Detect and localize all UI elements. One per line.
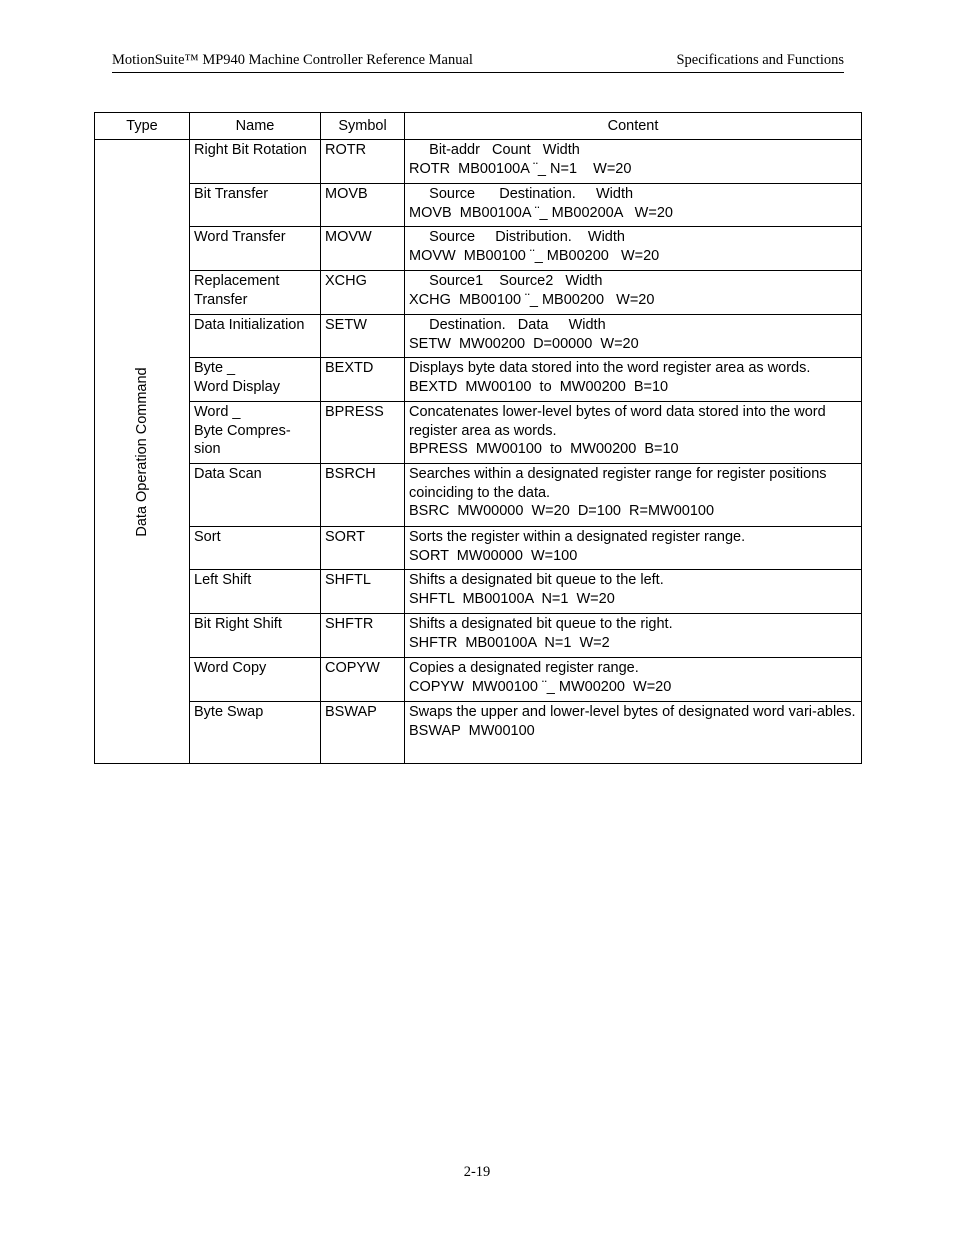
content-cell xyxy=(405,227,862,271)
table-row xyxy=(95,527,862,570)
content-description: Searches within a designated register range for register positions coinciding to the data. xyxy=(409,466,827,501)
type-cell xyxy=(95,140,190,764)
name-cell: Byte _ Word Display xyxy=(190,358,321,402)
table-row xyxy=(95,702,862,764)
content-cell xyxy=(405,358,862,402)
content-description: Source Distribution. Width xyxy=(409,229,625,245)
symbol-cell: MOVB xyxy=(321,184,405,227)
column-header-type: Type xyxy=(95,113,190,140)
name-cell: Left Shift xyxy=(190,570,321,614)
name-cell: Right Bit Rotation xyxy=(190,140,321,184)
content-cell xyxy=(405,464,862,527)
symbol-cell: SHFTR xyxy=(321,614,405,658)
content-description: Source Destination. Width xyxy=(409,186,634,202)
symbol-cell: BPRESS xyxy=(321,402,405,464)
table-body xyxy=(95,140,862,764)
type-label: Data Operation Command xyxy=(133,366,150,537)
content-description: Sorts the register within a designated register range. xyxy=(409,529,746,545)
name-cell: Replacement Transfer xyxy=(190,271,321,315)
table-row xyxy=(95,464,862,527)
page-header xyxy=(112,52,844,73)
command-table xyxy=(94,112,862,764)
name-cell: Word Transfer xyxy=(190,227,321,271)
column-header-content: Content xyxy=(405,113,862,140)
content-cell xyxy=(405,184,862,227)
content-example: COPYW MW00100 ¨_ MW00200 W=20 xyxy=(409,678,672,695)
content-description: Shifts a designated bit queue to the right. xyxy=(409,616,673,632)
content-description: Concatenates lower-level bytes of word data stored into the word register area as words. xyxy=(409,404,826,439)
name-cell: Sort xyxy=(190,527,321,570)
content-example: BSWAP MW00100 xyxy=(409,722,535,739)
content-example: SHFTR MB00100A N=1 W=2 xyxy=(409,634,610,651)
name-cell: Word Copy xyxy=(190,658,321,702)
symbol-cell: BSWAP xyxy=(321,702,405,764)
content-cell xyxy=(405,658,862,702)
content-example: XCHG MB00100 ¨_ MB00200 W=20 xyxy=(409,291,655,308)
symbol-cell: XCHG xyxy=(321,271,405,315)
content-example: BSRC MW00000 W=20 D=100 R=MW00100 xyxy=(409,503,715,519)
content-description: Displays byte data stored into the word register area as words. xyxy=(409,360,811,376)
symbol-cell: MOVW xyxy=(321,227,405,271)
content-description: Bit-addr Count Width xyxy=(409,142,580,158)
content-cell xyxy=(405,570,862,614)
name-cell: Data Scan xyxy=(190,464,321,527)
section-title: Specifications and Functions xyxy=(676,52,844,68)
content-description: Shifts a designated bit queue to the left. xyxy=(409,572,664,588)
table-row xyxy=(95,227,862,271)
table-row xyxy=(95,570,862,614)
content-cell xyxy=(405,271,862,315)
symbol-cell: COPYW xyxy=(321,658,405,702)
content-cell xyxy=(405,702,862,764)
content-cell xyxy=(405,527,862,570)
content-example: SORT MW00000 W=100 xyxy=(409,547,578,564)
content-description: Copies a designated register range. xyxy=(409,660,639,676)
table-row xyxy=(95,315,862,358)
content-cell xyxy=(405,140,862,184)
symbol-cell: BEXTD xyxy=(321,358,405,402)
content-example: SETW MW00200 D=00000 W=20 xyxy=(409,335,639,352)
name-cell: Data Initialization xyxy=(190,315,321,358)
table-row xyxy=(95,140,862,184)
table-header-row xyxy=(95,113,862,140)
content-description: Destination. Data Width xyxy=(409,317,606,333)
symbol-cell: SETW xyxy=(321,315,405,358)
content-cell xyxy=(405,402,862,464)
table-row xyxy=(95,402,862,464)
table-row xyxy=(95,614,862,658)
content-example: MOVB MB00100A ¨_ MB00200A W=20 xyxy=(409,204,673,221)
table-row xyxy=(95,358,862,402)
table-row xyxy=(95,184,862,227)
symbol-cell: ROTR xyxy=(321,140,405,184)
table-row xyxy=(95,658,862,702)
page-number: 2-19 xyxy=(463,1164,491,1180)
column-header-symbol: Symbol xyxy=(321,113,405,140)
symbol-cell: SORT xyxy=(321,527,405,570)
content-cell xyxy=(405,614,862,658)
content-example: BEXTD MW00100 to MW00200 B=10 xyxy=(409,378,669,395)
content-example: MOVW MB00100 ¨_ MB00200 W=20 xyxy=(409,247,660,264)
content-description: Source1 Source2 Width xyxy=(409,273,603,289)
content-cell xyxy=(405,315,862,358)
column-header-name: Name xyxy=(190,113,321,140)
content-example: BPRESS MW00100 to MW00200 B=10 xyxy=(409,441,679,457)
symbol-cell: SHFTL xyxy=(321,570,405,614)
name-cell: Bit Transfer xyxy=(190,184,321,227)
manual-title: MotionSuite™ MP940 Machine Controller Reference Manual xyxy=(112,52,473,68)
content-description: Swaps the upper and lower-level bytes of designated word vari-ables. xyxy=(409,704,856,720)
table-row xyxy=(95,271,862,315)
symbol-cell: BSRCH xyxy=(321,464,405,527)
content-example: ROTR MB00100A ¨_ N=1 W=20 xyxy=(409,160,632,177)
name-cell: Word _ Byte Compres- sion xyxy=(190,402,321,464)
name-cell: Bit Right Shift xyxy=(190,614,321,658)
name-cell: Byte Swap xyxy=(190,702,321,764)
content-example: SHFTL MB00100A N=1 W=20 xyxy=(409,590,615,607)
